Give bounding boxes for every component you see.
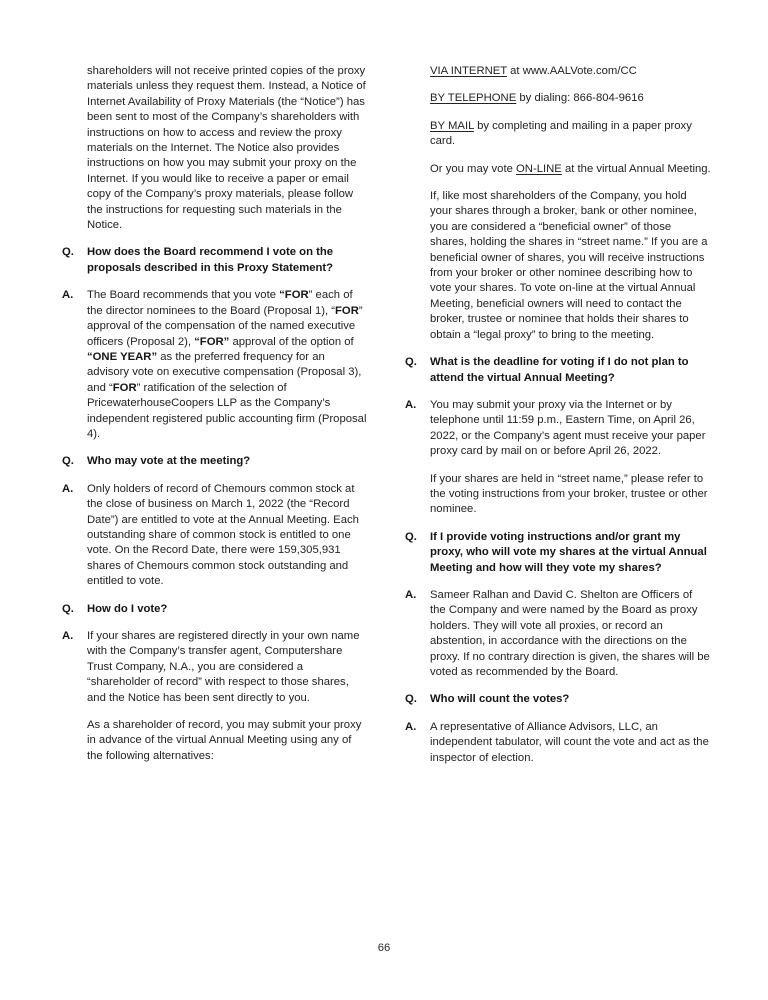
- bold-text: “FOR: [279, 289, 309, 302]
- text-run: by dialing: 866-804-9616: [516, 92, 644, 105]
- answer-marker: A.: [405, 588, 417, 601]
- block-text: [430, 721, 709, 764]
- question-marker: Q.: [62, 246, 74, 259]
- block-text: [430, 589, 710, 678]
- underlined-text: BY TELEPHONE: [430, 92, 517, 105]
- block-text: [430, 693, 569, 705]
- paragraph: [405, 91, 711, 106]
- right-column: [405, 64, 711, 778]
- page-number: 66: [377, 942, 391, 954]
- underlined-text: ON-LINE: [516, 162, 562, 175]
- text-run: shareholders will not receive printed copies of the proxy materials unless they request them. Instead, a Notice of Internet Availability of Proxy Materials (the “Notice”) has been sent to most of the Company’s shareholders with instructions on how to access and review the proxy materials on the Internet. The Notice also provides instructions on how you may submit your proxy on the Internet. If you would like to receive a paper or email copy of the Company’s proxy materials, please follow the instructions for requesting such materials in the Notice.: [87, 65, 366, 232]
- answer-marker: A.: [62, 482, 74, 495]
- text-run: as the preferred frequency for an advisory vote on executive compensation (Proposal 3), and “: [87, 350, 362, 394]
- text-run: As a shareholder of record, you may submit your proxy in advance of the virtual Annual Meeting using any of the following alternatives:: [87, 719, 362, 762]
- text-run: approval of the option of: [229, 335, 354, 348]
- text-run: ” ratification of the selection of PricewaterhouseCoopers LLP as the Company’s independent registered public accounting firm (Proposal 4).: [87, 381, 367, 440]
- underlined-text: VIA INTERNET: [430, 65, 508, 77]
- qa-answer: [405, 398, 711, 460]
- qa-answer: [405, 720, 711, 766]
- paragraph: [62, 718, 368, 764]
- bold-text: FOR: [335, 304, 359, 317]
- block-text: [430, 399, 705, 457]
- qa-answer: [62, 482, 368, 590]
- qa-question: [62, 245, 368, 276]
- block-text: [87, 455, 250, 467]
- text-run: If your shares are held in “street name,” please refer to the voting instructions from your broker, trustee or other nominee.: [430, 472, 708, 516]
- text-run: You may submit your proxy via the Internet or by telephone until 11:59 p.m., Eastern Time, on April 26, 2022, or the Company’s agent must receive your paper proxy card by mail on or before April 26, 2022.: [430, 398, 706, 458]
- block-text: [87, 483, 359, 587]
- answer-marker: A.: [62, 630, 74, 642]
- text-run: Who may vote at the meeting?: [87, 455, 251, 468]
- text-run: Who will count the votes?: [430, 693, 570, 706]
- text-run: at the virtual Annual Meeting.: [561, 162, 711, 175]
- question-marker: Q.: [62, 455, 74, 468]
- block-text: [87, 603, 167, 615]
- text-run: by completing and mailing in a paper proxy card.: [430, 119, 692, 148]
- paragraph: [405, 189, 711, 343]
- text-run: ” approval of the compensation of the named executive officers (Proposal 2),: [87, 304, 363, 348]
- text-run: at www.AALVote.com/CC: [507, 65, 637, 77]
- block-text: [430, 356, 689, 383]
- qa-question: [405, 530, 711, 576]
- bold-text: “ONE YEAR”: [87, 350, 158, 363]
- answer-marker: A.: [405, 398, 417, 411]
- underlined-text: BY MAIL: [430, 119, 474, 132]
- paragraph: [405, 64, 711, 79]
- paragraph: [405, 472, 711, 518]
- qa-answer: [405, 588, 711, 680]
- block-text: [430, 473, 708, 516]
- block-text: [430, 120, 692, 147]
- qa-question: [62, 454, 368, 469]
- text-run: Only holders of record of Chemours common stock at the close of business on March 1, 2022 (the “Record Date”) are entitled to vote at the Annual Meeting. Each outstanding share of common stock is entitled to one vote. On the Record Date, there were 159,305,931 shares of Chemours common stock outstanding and entitled to vote.: [87, 482, 359, 588]
- qa-question: [62, 602, 368, 617]
- text-run: If I provide voting instructions and/or grant my proxy, who will vote my shares at the virtual Annual Meeting and how will they vote my shares?: [430, 530, 707, 574]
- text-run: ” each of the director nominees to the Board (Proposal 1), “: [87, 289, 353, 317]
- qa-question: [405, 692, 711, 707]
- block-text: [87, 246, 333, 273]
- block-text: [430, 163, 711, 175]
- block-text: [430, 531, 707, 574]
- question-marker: Q.: [405, 693, 417, 706]
- paragraph: [405, 162, 711, 177]
- text-run: Sameer Ralhan and David C. Shelton are Officers of the Company and were named by the Board as proxy holders. They will vote all proxies, or record an abstention, in accordance with the directions on the proxy. If no contrary direction is given, the shares will be voted as recommended by the Board.: [430, 588, 710, 678]
- text-run: What is the deadline for voting if I do not plan to attend the virtual Annual Meeting?: [430, 356, 689, 384]
- question-marker: Q.: [405, 356, 417, 369]
- block-text: [87, 65, 366, 231]
- text-run: A representative of Alliance Advisors, LLC, an independent tabulator, will count the vote and act as the inspector of election.: [430, 720, 709, 764]
- text-run: If your shares are registered directly in your own name with the Company’s transfer agent, Computershare Trust Company, N.A., you are considered a “shareholder of record” with respect to those shares, and the Notice has been sent directly to you.: [87, 630, 360, 704]
- text-run: The Board recommends that you vote: [87, 289, 280, 302]
- qa-answer: [62, 629, 368, 706]
- question-marker: Q.: [405, 530, 417, 543]
- block-text: [430, 190, 708, 341]
- text-run: How does the Board recommend I vote on the proposals described in this Proxy Statement?: [87, 246, 334, 274]
- qa-question: [405, 355, 711, 386]
- answer-marker: A.: [405, 720, 417, 733]
- block-text: [87, 719, 361, 762]
- answer-marker: A.: [62, 289, 74, 302]
- text-run: How do I vote?: [87, 602, 168, 615]
- qa-answer: [62, 288, 368, 442]
- text-run: If, like most shareholders of the Company, you hold your shares through a broker, bank or other nominee, you are considered a “beneficial owner” of those shares, holding the shares in “street name.” If you are a beneficial owner of shares, you will receive instructions from your broker or other nominee describing how to vote your shares. To vote on-line at the virtual Annual Meeting, beneficial owners will need to contact the broker, trustee or nominee that holds their shares to obtain a “legal proxy” to bring to the meeting.: [430, 190, 708, 341]
- block-text: [87, 630, 360, 704]
- bold-text: FOR: [112, 381, 137, 394]
- text-run: Or you may vote: [430, 162, 517, 175]
- question-marker: Q.: [62, 602, 74, 615]
- block-text: [87, 289, 366, 440]
- paragraph: [62, 64, 368, 233]
- bold-text: “FOR”: [194, 335, 230, 348]
- paragraph: [405, 119, 711, 150]
- block-text: [430, 92, 644, 104]
- block-text: [430, 65, 637, 77]
- left-column: [62, 64, 368, 778]
